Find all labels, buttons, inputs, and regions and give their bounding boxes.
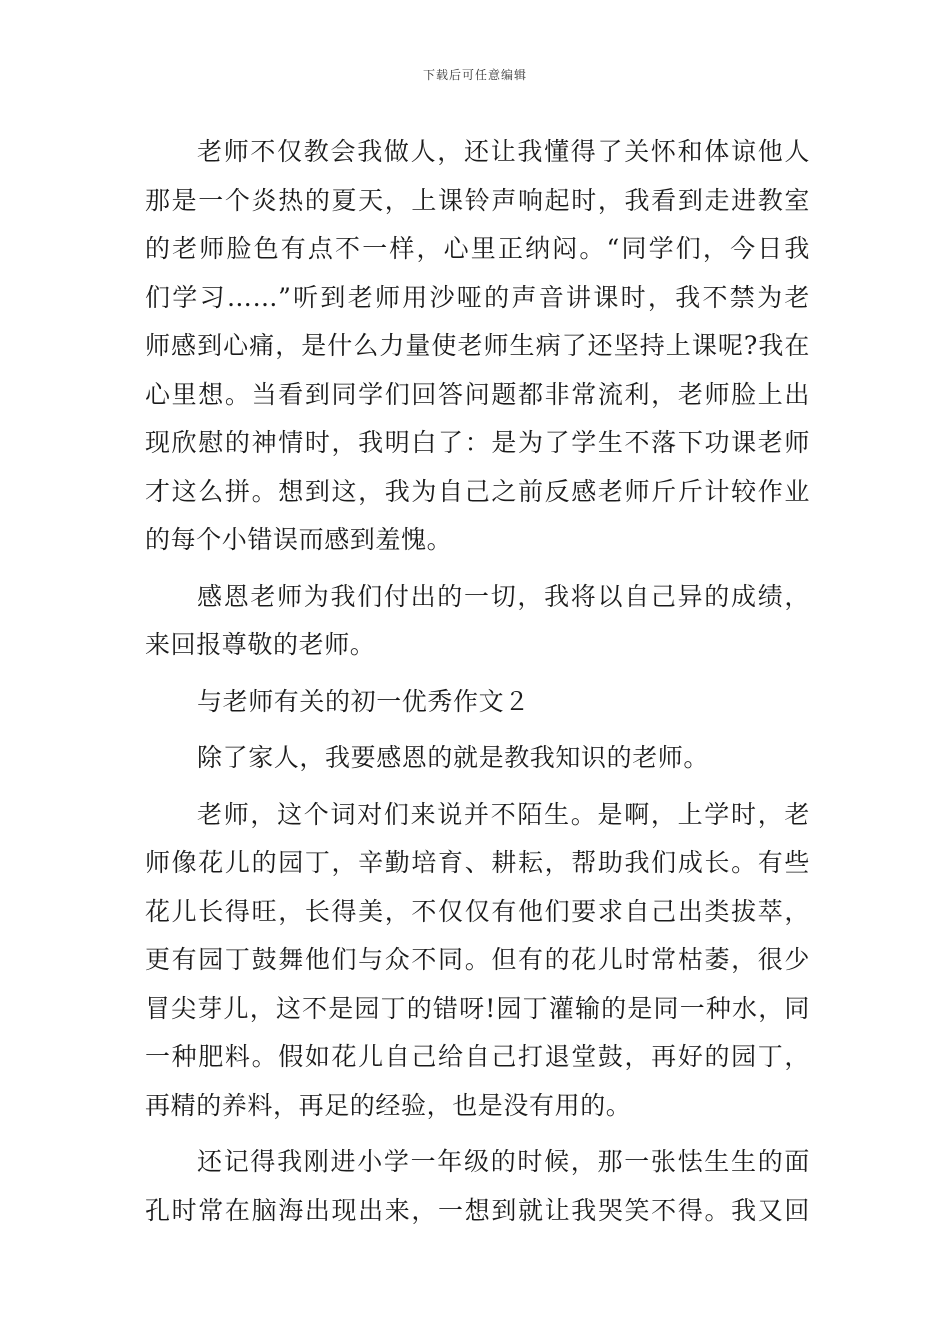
- text-line: 心里想。当看到同学们回答问题都非常流利，老师脸上出: [145, 379, 810, 409]
- text-line: 们学习……”听到老师用沙哑的声音讲课时，我不禁为老: [145, 282, 810, 312]
- paragraph: [145, 791, 810, 1131]
- text-line: 还记得我刚进小学一年级的时候，那一张怯生生的面: [197, 1147, 810, 1176]
- text-line: 更有园丁鼓舞他们与众不同。但有的花儿时常枯萎，很少: [145, 945, 810, 974]
- text-line: 的老师脸色有点不一样，心里正纳闷。“同学们，今日我: [145, 234, 810, 263]
- section-title: [145, 678, 810, 727]
- text-line: 师像花儿的园丁，辛勤培育、耕耘，帮助我们成长。有些: [145, 848, 810, 877]
- text-line: 来回报尊敬的老师。: [145, 630, 376, 659]
- text-line: 老师，这个词对们来说并不陌生。是啊，上学时，老: [197, 799, 810, 829]
- text-line: 才这么拼。想到这，我为自己之前反感老师斤斤计较作业: [145, 476, 810, 506]
- text-line: 冒尖芽儿，这不是园丁的错呀!园丁灌输的是同一种水，同: [145, 993, 810, 1023]
- text-line: 师感到心痛，是什么力量使老师生病了还坚持上课呢?我在: [145, 331, 810, 360]
- text-line: 那是一个炎热的夏天，上课铃声响起时，我看到走进教室: [145, 185, 810, 215]
- text-line: 花儿长得旺，长得美，不仅仅有他们要求自己出类拔萃，: [145, 896, 810, 926]
- text-line: 感恩老师为我们付出的一切，我将以自己异的成绩，: [197, 581, 810, 611]
- paragraph: [145, 128, 810, 565]
- paragraph: [145, 573, 810, 670]
- paragraph: [145, 1138, 810, 1235]
- text-line: 再精的养料，再足的经验，也是没有用的。: [145, 1090, 632, 1120]
- document-body: [145, 128, 810, 1235]
- text-line: 的每个小错误而感到羞愧。: [145, 525, 453, 554]
- text-line: 老师不仅教会我做人，还让我懂得了关怀和体谅他人: [197, 137, 810, 166]
- paragraph: [145, 734, 810, 783]
- text-line: 一种肥料。假如花儿自己给自己打退堂鼓，再好的园丁，: [145, 1042, 810, 1071]
- text-line: 现欣慰的神情时，我明白了：是为了学生不落下功课老师: [145, 428, 810, 457]
- text-line: 孔时常在脑海出现出来，一想到就让我哭笑不得。我又回: [145, 1195, 810, 1225]
- text-line: 与老师有关的初一优秀作文２: [197, 686, 530, 716]
- page-header: 下载后可任意编辑: [422, 68, 527, 82]
- text-line: 除了家人，我要感恩的就是教我知识的老师。: [197, 743, 710, 772]
